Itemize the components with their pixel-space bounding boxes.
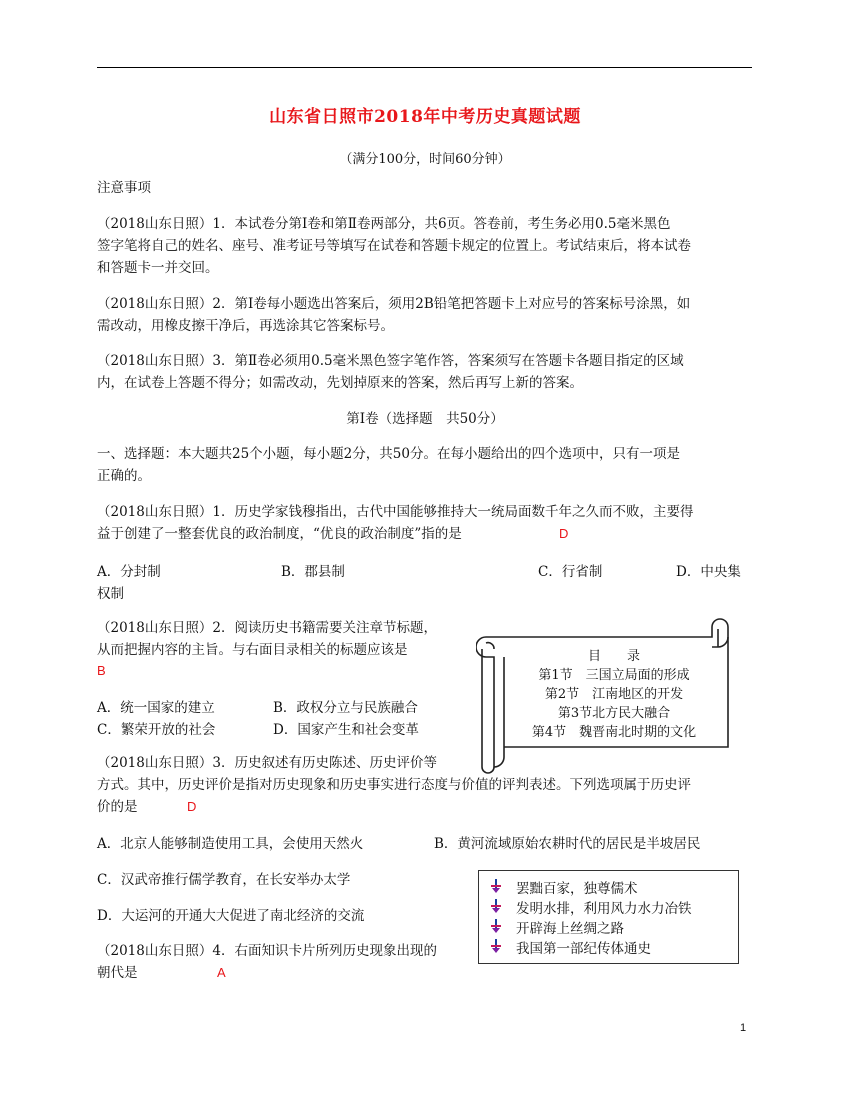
arrow-bullet-icon bbox=[490, 919, 502, 933]
card-item-4-text: 我国第一部纪传体通史 bbox=[516, 941, 651, 957]
q1-answer: D bbox=[559, 526, 569, 541]
q2-option-a: A．统一国家的建立 bbox=[97, 700, 215, 716]
page-title: 山东省日照市2018年中考历史真题试题 bbox=[269, 107, 581, 127]
page-number: 1 bbox=[740, 1022, 747, 1034]
section-heading: 第Ⅰ卷（选择题 共50分） bbox=[346, 411, 504, 427]
q2-line2: 从而把握内容的主旨。与右面目录相关的标题应该是 bbox=[97, 642, 408, 658]
q4-line1: （2018山东日照）4．右面知识卡片所列历史现象出现的 bbox=[97, 943, 437, 959]
q1-option-b: B．郡县制 bbox=[281, 564, 345, 580]
q2-option-c: C．繁荣开放的社会 bbox=[97, 722, 216, 738]
q1-option-a: A．分封制 bbox=[97, 564, 161, 580]
q3-line2: 方式。其中，历史评价是指对历史现象和历史事实进行态度与价值的评判表述。下列选项属于历史评 bbox=[97, 777, 691, 793]
notice-heading: 注意事项 bbox=[97, 180, 151, 196]
card-item-1 bbox=[490, 877, 638, 897]
card-item-3 bbox=[490, 917, 624, 937]
card-item-4 bbox=[490, 937, 651, 957]
q3-line3: 价的是 bbox=[97, 799, 138, 815]
q2-answer: B bbox=[97, 663, 106, 678]
q1-option-c: C．行省制 bbox=[538, 564, 603, 580]
q1-line1: （2018山东日照）1．历史学家钱穆指出，古代中国能够推持大一统局面数千年之久而不败，主要得 bbox=[97, 504, 694, 520]
notice-item3-line2: 内，在试卷上答题不得分；如需改动，先划掉原来的答案，然后再写上新的答案。 bbox=[97, 375, 583, 391]
q2-option-d: D．国家产生和社会变革 bbox=[273, 722, 419, 738]
notice-item1-line3: 和答题卡一并交回。 bbox=[97, 260, 219, 276]
q2-line1: （2018山东日照）2．阅读历史书籍需要关注章节标题， bbox=[97, 620, 437, 636]
page-subtitle: （满分100分，时间60分钟） bbox=[339, 152, 511, 167]
q1-line2: 益于创建了一整套优良的政治制度，“优良的政治制度”指的是 bbox=[97, 526, 462, 542]
q1-option-d-cont: 权制 bbox=[97, 586, 124, 602]
section-instr-line2: 正确的。 bbox=[97, 468, 151, 484]
header-rule bbox=[97, 67, 752, 68]
q4-answer: A bbox=[217, 965, 226, 980]
card-item-2-text: 发明水排，利用风力水力冶铁 bbox=[516, 901, 692, 917]
notice-item3-line1: （2018山东日照）3．第Ⅱ卷必须用0.5毫米黑色签字笔作答，答案须写在答题卡各题目指定的区域 bbox=[97, 353, 684, 369]
card-item-1-text: 罢黜百家，独尊儒术 bbox=[516, 881, 638, 897]
notice-item1-line2: 签字笔将自己的姓名、座号、准考证号等填写在试卷和答题卡规定的位置上。考试结束后，将本试卷 bbox=[97, 238, 691, 254]
q3-answer: D bbox=[187, 799, 197, 814]
arrow-bullet-icon bbox=[490, 899, 502, 913]
q3-option-c: C．汉武帝推行儒学教育，在长安举办太学 bbox=[97, 872, 351, 888]
section-instr-line1: 一、选择题：本大题共25个小题，每小题2分，共50分。在每小题给出的四个选项中，只有一项是 bbox=[97, 446, 680, 462]
scroll-heading: 目 录 bbox=[587, 649, 640, 664]
notice-item2-line1: （2018山东日照）2．第Ⅰ卷每小题选出答案后，须用2B铅笔把答题卡上对应号的答案标号涂黑，如 bbox=[97, 296, 691, 312]
scroll-item-4: 第4节 魏晋南北时期的文化 bbox=[531, 725, 697, 740]
scroll-item-2: 第2节 江南地区的开发 bbox=[544, 687, 684, 702]
scroll-item-3: 第3节北方民大融合 bbox=[557, 706, 671, 721]
card-item-2 bbox=[490, 897, 692, 917]
q2-option-b: B．政权分立与民族融合 bbox=[273, 700, 418, 716]
q1-option-d: D．中央集 bbox=[676, 564, 741, 580]
q3-option-a: A．北京人能够制造使用工具，会使用天然火 bbox=[97, 836, 364, 852]
notice-item2-line2: 需改动，用橡皮擦干净后，再选涂其它答案标号。 bbox=[97, 318, 394, 334]
notice-item1-line1: （2018山东日照）1．本试卷分第Ⅰ卷和第Ⅱ卷两部分，共6页。答卷前，考生务必用0.5毫米黑色 bbox=[97, 216, 671, 232]
q3-line1: （2018山东日照）3．历史叙述有历史陈述、历史评价等 bbox=[97, 755, 437, 771]
scroll-item-1: 第1节 三国立局面的形成 bbox=[538, 668, 690, 683]
q3-option-b: B．黄河流域原始农耕时代的居民是半坡居民 bbox=[434, 836, 701, 852]
q4-line2: 朝代是 bbox=[97, 965, 138, 981]
q3-option-d: D．大运河的开通大大促进了南北经济的交流 bbox=[97, 908, 365, 924]
arrow-bullet-icon bbox=[490, 879, 502, 893]
arrow-bullet-icon bbox=[490, 939, 502, 953]
card-item-3-text: 开辟海上丝绸之路 bbox=[516, 921, 624, 937]
